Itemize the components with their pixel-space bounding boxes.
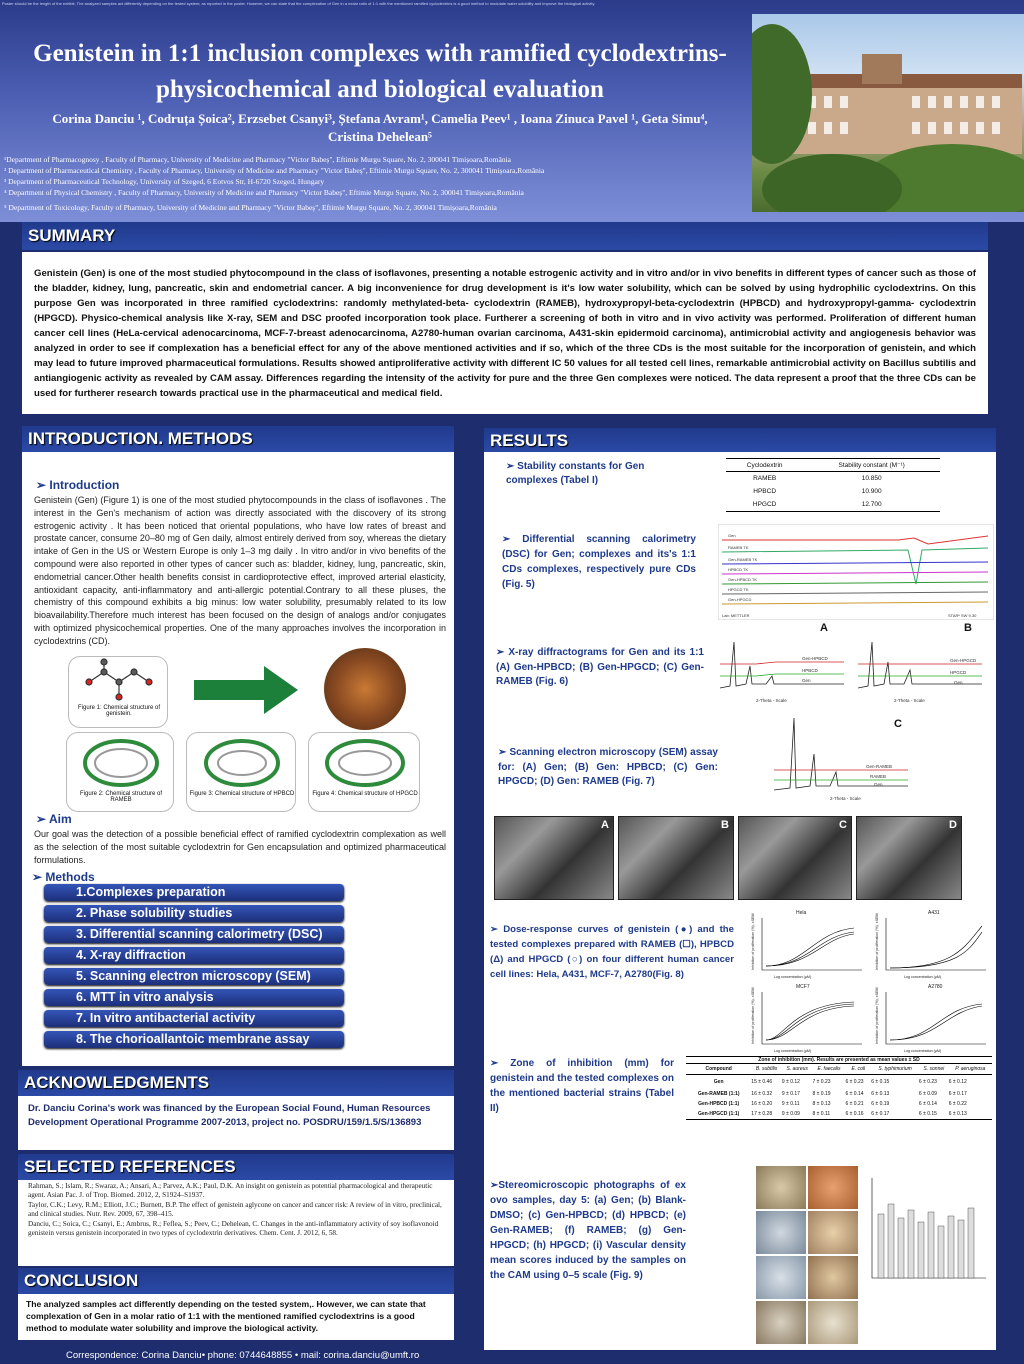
- table-cell: 6 ± 0.23: [845, 1079, 864, 1085]
- conclusion-heading: [18, 1268, 454, 1294]
- cam-text: ➢Stereomicroscopic photographs of ex ovo samples, day 5: (a) Gen; (b) Blank-DMSO; (c) Gen-HPBCD; (d) HPBCD; (e) Gen-RAMEB; (f) RAMEB; (g) Gen-HPGCD; (h) HPGCD; (i) Vascular density mean scores induced by the samples on the CAM using 0–5 scale (Fig. 9): [490, 1180, 686, 1281]
- dsc-text-label: Differential scanning calorimetry (DSC) for Gen; complexes and its's 1:1 CDs complexes, respectively pure CDs (Fig. 5): [502, 534, 696, 590]
- table-cell: 6 ± 0.23: [918, 1079, 937, 1085]
- intro-title: Introduction: [49, 478, 120, 492]
- dose-chart-title: Hela: [796, 910, 807, 916]
- table-cell: HPBCD: [753, 488, 777, 495]
- xray-letter-c: C: [894, 718, 902, 730]
- methods-list: [44, 884, 344, 1063]
- dose-response-charts: [744, 908, 994, 1058]
- table-header-row: [686, 1064, 992, 1075]
- sem-letter: D: [949, 819, 957, 831]
- aim-text: Our goal was the detection of a possible beneficial effect of ramified cyclodextrin complexation as well as the selection of the most suitable cyclodextrin for Gen encapsulation and optimized pharmaceutical formulations.: [34, 829, 446, 865]
- references-list: [18, 1180, 454, 1266]
- dose-ylabel: Inhibition of proliferation (%), ±SEM: [751, 913, 755, 970]
- cam-photo: [808, 1166, 858, 1209]
- cam-photo: [756, 1256, 806, 1299]
- table-header: Cyclodextrin: [746, 461, 783, 469]
- table-row: [686, 1099, 992, 1109]
- affiliations: [4, 154, 752, 213]
- table-cell: Gen-HPGCD (1:1): [697, 1111, 740, 1117]
- sem-letter: B: [721, 819, 729, 831]
- title-line-2: physicochemical and biological evaluation: [156, 76, 604, 103]
- table-row: [686, 1075, 992, 1090]
- dose-ylabel: Inhibition of proliferation (%), ±SEM: [875, 987, 879, 1044]
- fig1-caption: Figure 1: Chemical structure of genistein.: [77, 705, 161, 717]
- methods-subheading: ➢ Methods: [32, 870, 95, 884]
- fig2-caption: Figure 2: Chemical structure of RAMEB: [79, 791, 163, 803]
- building-facade: [782, 84, 1022, 154]
- table-cell: 9 ± 0.12: [781, 1079, 800, 1085]
- sem-text: ➢ Scanning electron microscopy (SEM) assay for: (A) Gen; (B) Gen: HPBCD; (C) Gen: HPGCD; (D) Gen: RAMEB (Fig. 7): [498, 747, 718, 787]
- sem-letter: C: [839, 819, 847, 831]
- xray-text: ➢ X-ray diffractograms for Gen and its 1:1 (A) Gen-HPBCD; (B) Gen-HPGCD; (C) Gen-RAMEB (Fig. 6): [496, 647, 704, 687]
- table-row: [686, 1109, 992, 1120]
- results-heading-label: RESULTS: [490, 431, 569, 450]
- xray-axis-label: 2-Theta - Scale: [894, 698, 925, 703]
- zone-text-label: Zone of inhibition (mm) for genistein and the tested complexes on the mentioned bacterial strains (Tabel II): [490, 1058, 674, 1114]
- intro-panel: [22, 452, 454, 1066]
- dose-ylabel: Inhibition of proliferation (%), ±SEM: [751, 987, 755, 1044]
- xray-b-label: Gen-HPGCD: [950, 658, 977, 663]
- dsc-chart: [718, 524, 994, 620]
- table-row: [726, 498, 940, 512]
- building-illustration: [752, 14, 1024, 212]
- intro-heading: [22, 426, 454, 452]
- xray-text-label: X-ray diffractograms for Gen and its 1:1 (A) Gen-HPBCD; (B) Gen-HPGCD; (C) Gen-RAMEB (Fig. 6): [496, 647, 704, 687]
- cam-photo: [808, 1211, 858, 1254]
- stability-table: [726, 458, 940, 512]
- table-cell: RAMEB: [753, 475, 777, 482]
- reference-item: Danciu, C.; Soica, C.; Csanyi, E.; Ambrus, R.; Feflea, S.; Peev, C.; Dehelean, C. Changes in the anti-inflammatory activity of soy isoflavonoid genistein versus genistein incorporated in two types of cyclodextrin derivatives. Chem. Cent. J. 2012, 6, 58.: [28, 1219, 439, 1238]
- authors-line-2: Cristina Dehelean⁵: [328, 129, 432, 144]
- soybean-photo: [324, 648, 406, 730]
- method-item: 7. In vitro antibacterial activity: [44, 1010, 344, 1027]
- dsc-label: Gen-HPBCD TK: [728, 577, 758, 582]
- table-header: Compound: [705, 1066, 732, 1072]
- summary-heading: [22, 222, 988, 250]
- method-item: 4. X-ray diffraction: [44, 947, 344, 964]
- xray-b-label: Gen: [954, 680, 963, 685]
- table-cell: 6 ± 0.15: [871, 1079, 890, 1085]
- cam-text-label: Stereomicroscopic photographs of ex ovo samples, day 5: (a) Gen; (b) Blank-DMSO; (c) Gen-HPBCD; (d) HPBCD; (e) Gen-RAMEB; (f) RAMEB; (g) Gen-HPGCD; (h) HPGCD; (i) Vascular density mean scores induced by the samples on the CAM using 0–5 scale (Fig. 9): [490, 1180, 686, 1281]
- dose-text: ➢ Dose-response curves of genistein (●) and the tested complexes prepared with RAMEB (☐), HPBCD (Δ) and HPGCD (○) on four different human cancer cell lines: Hela, A431, MCF-7, A2780(Fig. 8): [490, 924, 734, 980]
- sem-letter: A: [601, 819, 609, 831]
- sem-text-label: Scanning electron microscopy (SEM) assay for: (A) Gen; (B) Gen: HPBCD; (C) Gen: HPGCD; (D) Gen: RAMEB (Fig. 7): [498, 747, 718, 787]
- dsc-footer-right: STARᵉ SW 9.30: [948, 613, 977, 618]
- table-header: P. aeruginosa: [955, 1066, 986, 1072]
- dsc-label: HPBCD TK: [728, 567, 749, 572]
- results-panel: [484, 452, 996, 1350]
- sem-image-d: [856, 816, 962, 900]
- table-cell: 17 ± 0.28: [751, 1111, 773, 1117]
- table-header: E. faecalis: [817, 1066, 841, 1072]
- table-cell: 10.900: [861, 488, 882, 495]
- results-heading: [484, 428, 996, 454]
- university-building-photo: [752, 14, 1024, 212]
- title-line-1: Genistein in 1:1 inclusion complexes with ramified cyclodextrins-: [33, 40, 727, 67]
- table-cell: 6 ± 0.13: [948, 1111, 967, 1117]
- table-cell: 6 ± 0.14: [918, 1101, 937, 1107]
- aim-subheading: ➢ Aim: [36, 812, 72, 826]
- cam-photo: [756, 1166, 806, 1209]
- intro-subheading: ➢ Introduction: [36, 478, 120, 492]
- stability-text: ➢ Stability constants for Gen complexes (Tabel I): [506, 461, 645, 486]
- vascular-density-chart: [862, 1174, 988, 1298]
- zone-table: [686, 1056, 992, 1120]
- table-header: B. subtilis: [755, 1066, 778, 1072]
- figure-3: [186, 732, 296, 812]
- reference-item: Taylor, C.K.; Levy, R.M.; Elliott, J.C.; Burnett, B.P. The effect of genistein aglycone on cancer and cancer risk: A review of in vitro, preclinical, and clinical studies. Nutr. Rev. 2009, 67, 398–415.: [28, 1200, 442, 1219]
- xray-axis-label: 2-Theta - Scale: [830, 796, 861, 801]
- figure-2: [66, 732, 174, 812]
- table-cell: 15 ± 0.46: [751, 1079, 773, 1085]
- method-item: 2. Phase solubility studies: [44, 905, 344, 922]
- affiliation: ³ Department of Pharmaceutical Technology, University of Szeged, 6 Eotvos Str, H-6720 Szeged, Hungary: [4, 177, 325, 186]
- table-cell: 6 ± 0.17: [871, 1111, 890, 1117]
- table-header-row: [726, 459, 940, 472]
- dsc-label: HPGCD TK: [728, 587, 749, 592]
- affiliation: ⁵ Department of Toxicology, Faculty of Pharmacy, University of Medicine and Pharmacy "Victor Babeș", Eftimie Murgu Square, No. 2, 300041 Timișoara,România: [4, 203, 497, 212]
- xray-a-label: Gen: [802, 678, 811, 683]
- refs-heading: [18, 1154, 454, 1180]
- table-cell: 9 ± 0.09: [781, 1111, 800, 1117]
- xray-b-label: HPGCD: [950, 670, 967, 675]
- xray-chart-a: [716, 636, 846, 706]
- xray-chart-c: [770, 714, 910, 802]
- xray-a-label: Gen-HPBCD: [802, 656, 828, 661]
- stability-text-label: Stability constants for Gen complexes (Tabel I): [506, 461, 645, 486]
- affiliation: ⁴ Department of Physical Chemistry , Faculty of Pharmacy, University of Medicine and Pharmacy "Victor Babeș", Eftimie Murgu Square, No. 2, 300041 Timișoara,România: [4, 188, 524, 197]
- table-cell: Gen: [713, 1079, 724, 1085]
- sem-image-b: [618, 816, 734, 900]
- sem-image-a: [494, 816, 614, 900]
- cam-photo: [756, 1301, 806, 1344]
- conclusion-text: The analyzed samples act differently depending on the tested system,. However, we can state that complexation of Gen in a molar ratio of 1:1 with the mentioned ramified cyclodextrins is a good method to modulate water solubility and improve the biological activity.: [18, 1294, 454, 1340]
- footer-correspondence: Correspondence: Corina Danciu• phone: 0744648855 • mail: corina.danciu@umft.ro: [66, 1350, 420, 1361]
- table-cell: 8 ± 0.13: [812, 1101, 831, 1107]
- table-cell: 8 ± 0.19: [812, 1091, 831, 1097]
- intro-heading-label: INTRODUCTION. METHODS: [28, 429, 253, 448]
- reference-item: Rahman, S.; Islam, R.; Swaraz, A.; Ansari, A.; Parvez, A.K.; Paul, D.K. An insight on genistein as potential pharmacological and therapeutic agent. Asian Pac. J. of Trop. Biomed. 2012, 2, S1924–S1937.: [28, 1182, 433, 1200]
- dose-chart-title: A431: [928, 910, 940, 916]
- xray-letter-b: B: [964, 622, 972, 634]
- ack-text: Dr. Danciu Corina's work was financed by the European Social Found, Human Resources Development Operational Programme 2007-2013, project no. POSDRU/159/1.5/S/136893: [18, 1096, 454, 1150]
- table-cell: Gen-HPBCD (1:1): [698, 1101, 740, 1107]
- refs-heading-label: SELECTED REFERENCES: [24, 1157, 236, 1176]
- table-cell: 12.700: [861, 501, 882, 508]
- methods-title: Methods: [45, 870, 95, 884]
- dose-chart-title: MCF7: [796, 984, 810, 990]
- table-cell: Gen-RAMEB (1:1): [697, 1091, 740, 1097]
- xray-c-label: Gen: [874, 782, 883, 787]
- table-cell: 9 ± 0.17: [781, 1091, 800, 1097]
- figure-1: [68, 656, 168, 728]
- dsc-label: Gen-HPGCD: [728, 597, 752, 602]
- building-tower: [862, 54, 902, 84]
- table-cell: 6 ± 0.13: [871, 1091, 890, 1097]
- arrow-icon: [194, 666, 298, 714]
- table-cell: 6 ± 0.09: [918, 1091, 937, 1097]
- dose-xlabel: Log concentration (μM): [774, 975, 812, 979]
- dose-ylabel: Inhibition of proliferation (%), ±SEM: [875, 913, 879, 970]
- table-cell: 6 ± 0.21: [845, 1101, 864, 1107]
- cam-photo: [756, 1211, 806, 1254]
- table-cell: 8 ± 0.11: [812, 1111, 831, 1117]
- method-item: 8. The chorioallantoic membrane assay (CAM ): [44, 1031, 344, 1048]
- table-cell: 16 ± 0.32: [751, 1091, 773, 1097]
- table-row: [686, 1089, 992, 1099]
- hpbcd-structure: [187, 733, 297, 789]
- dsc-label: Gen: [728, 533, 736, 538]
- table-cell: 7 ± 0.23: [812, 1079, 831, 1085]
- dose-chart-title: A2780: [928, 984, 943, 990]
- table-cell: 6 ± 0.16: [845, 1111, 864, 1117]
- table-header: E. coli: [851, 1066, 866, 1072]
- table-header: S. typhimurium: [878, 1066, 912, 1072]
- cam-photo: [808, 1256, 858, 1299]
- dose-text-label: Dose-response curves of genistein (●) and the tested complexes prepared with RAMEB (☐), HPBCD (Δ) and HPGCD (○) on four different human cancer cell lines: Hela, A431, MCF-7, A2780(Fig. 8): [490, 924, 734, 980]
- xray-a-label: HPBCD: [802, 668, 818, 673]
- xray-chart-b: [854, 636, 984, 706]
- table-title-row: [686, 1057, 992, 1064]
- genistein-structure: [69, 657, 169, 707]
- affiliation: ² Department of Pharmaceutical Chemistry , Faculty of Pharmacy, University of Medicine and Pharmacy "Victor Babeș", Eftimie Murgu Square, No. 2, 300041 Timișoara,România: [4, 166, 545, 175]
- xray-axis-label: 2-Theta - Scale: [756, 698, 787, 703]
- dsc-label: RAMEB TK: [728, 545, 749, 550]
- poster-title: [10, 36, 750, 108]
- table-header: Stability constant (M⁻¹): [838, 462, 905, 469]
- intro-text: Genistein (Gen) (Figure 1) is one of the most studied phytocompounds in the class of isoflavones . The interest in the Gen's mechanism of action was directly associated with the discovery of its strong estrogenic activity . It has been noticed that oriental populations, who have low rates of breast and prostate cancer, consume 20–80 mg of Gen daily, almost entirely derived from soy, whereas the dietary intake of Gen in the US or Western Europe is only 1–3 mg daily . In vitro and/or in vivo benefits of the compound were also reported in other types of cancer such as: bladder, kidney, lung, pancreatic, skin, endometrial cancer.Other health benefits consist in cardioprotective effect, improved arterial elasticity, antioxidant capacity, anti-inflammatory and anti-allergic potential.Contrary to all these pluses, the chemistry of this compound exhibits a big minus: low water solubility, presumably related to its low bioavailability.Therefore much interest has been focused on the design of analogs and/or conjugates with optimized physicochemical properties. One of the many approaches involves the incorporation in cyclodextrins (CD).: [34, 495, 446, 646]
- cam-photo-grid: [756, 1166, 858, 1344]
- dsc-label: Gen-RAMEB TK: [728, 557, 758, 562]
- summary-text: Genistein (Gen) is one of the most studied phytocompound in the class of isoflavones, presenting a notable estrogenic activity and in vitro and/or in vivo benefits in different types of cancer such as those of the bladder, kidney, lung, pancreatic, skin and endometrial cancer. A big inconvenience for drug development is it's low water solubility, which can be solved by using hydrophilic cyclodextrins. On this purpose Gen was incorporated in three ramified cyclodextrins: randomly methylated-beta- cyclodextrin (RAMEB), hydroxypropyl-beta-cyclodextrin (HPBCD) and hydroxypropyl-gamma- cyclodextrin (HPGCD). Physico-chemical analysis like X-ray, SEM and DSC proofed incorporation took place. Furtherer a screening of both in vitro and in vivo activity was performed. Proliferation of different human cancer cell lines (HeLa-cervical adenocarcinoma, MCF-7-breast adenocarcinoma, A2780-human ovarian carcinoma, A431-skin epidermoid carcinoma), antimicrobial activity and angiogenesis behavior was analyzed in order to see if complexation has a beneficial effect for any of the above mentioned activities and if so, which of the three CDs is the most suitable for the incorporation of genistein, and which may lead to future improved pharmaceutical formulations. Results showed antiproliferative activity with different IC 50 values for all tested cell lines, remarkable antimicrobial activity on Bacillus subtilis and antiangiogenic activity as revealed by CAM assay. Differences regarding the intensity of the activity for pure and the three Gen complexes were noticed. The data represent a proof that the three CDs can be used for furtherer research towards practical use in the pharmaceutical and medical field.: [22, 252, 988, 414]
- dose-xlabel: Log concentration (μM): [774, 1049, 812, 1053]
- rameb-structure: [67, 733, 175, 789]
- dose-xlabel: Log concentration (μM): [904, 975, 942, 979]
- ack-heading: [18, 1070, 454, 1096]
- table-cell: 6 ± 0.14: [845, 1091, 864, 1097]
- table-cell: 6 ± 0.17: [948, 1091, 967, 1097]
- figure-4: [308, 732, 420, 812]
- table-cell: 16 ± 0.20: [751, 1101, 773, 1107]
- affiliation: ¹Department of Pharmacognosy , Faculty of Pharmacy, University of Medicine and Pharmacy "Victor Babeș", Eftimie Murgu Square, No. 2, 300041 Timișoara,România: [4, 155, 511, 164]
- table-row: [726, 472, 940, 486]
- fig3-caption: Figure 3: Chemical structure of HPBCD: [189, 791, 295, 797]
- method-item: 3. Differential scanning calorimetry (DSC): [44, 926, 344, 943]
- method-item: 6. MTT in vitro analysis: [44, 989, 344, 1006]
- sem-image-c: [738, 816, 852, 900]
- authors: [10, 110, 750, 146]
- zone-text: ➢ Zone of inhibition (mm) for genistein and the tested complexes on the mentioned bacterial strains (Tabel II): [490, 1058, 674, 1114]
- authors-line-1: Corina Danciu ¹, Codruța Șoica², Erzsebet Csanyi³, Ștefana Avram¹, Camelia Peev¹ , Ioana Zinuca Pavel ¹, Geta Simu⁴,: [52, 111, 708, 126]
- aim-title: Aim: [48, 812, 72, 826]
- table-cell: 10.850: [861, 475, 882, 482]
- dsc-text: ➢ Differential scanning calorimetry (DSC) for Gen; complexes and its's 1:1 CDs complexes, respectively pure CDs (Fig. 5): [502, 534, 696, 590]
- header-note: Poster should be the length of the exhibit; The analyzed samples act differently depending on the tested system; as reported in the poster. However, we can state that the complexation of Gen in a molar ratio of 1:1 with the mentioned ramified cyclodextrins is a good method to modulate water solubility and improve the biological activity.: [2, 1, 596, 6]
- dsc-footer-left: Lab: METTLER: [722, 613, 750, 618]
- table-cell: HPGCD: [752, 501, 777, 508]
- conclusion-heading-label: CONCLUSION: [24, 1271, 139, 1290]
- dose-xlabel: Log concentration (μM): [904, 1049, 942, 1053]
- xray-c-label: Gen-RAMEB: [866, 764, 893, 769]
- xray-c-label: RAMEB: [870, 774, 887, 779]
- table-row: [726, 485, 940, 498]
- cam-photo: [808, 1301, 858, 1344]
- table-cell: 6 ± 0.12: [948, 1079, 967, 1085]
- table-cell: 6 ± 0.19: [871, 1101, 890, 1107]
- zone-table-title: Zone of inhibition (mm). Results are presented as mean values ± SD: [758, 1057, 920, 1063]
- ack-heading-label: ACKNOWLEDGMENTS: [24, 1073, 210, 1092]
- hpgcd-structure: [309, 733, 421, 789]
- method-item: 1.Complexes preparation: [44, 884, 344, 901]
- fig4-caption: Figure 4: Chemical structure of HPGCD: [312, 791, 418, 797]
- table-cell: 6 ± 0.22: [948, 1101, 967, 1107]
- method-item: 5. Scanning electron microscopy (SEM): [44, 968, 344, 985]
- table-cell: 6 ± 0.15: [918, 1111, 937, 1117]
- table-header: S. aureus: [786, 1066, 808, 1072]
- table-cell: 9 ± 0.11: [781, 1101, 800, 1107]
- summary-heading-label: SUMMARY: [28, 226, 116, 245]
- xray-letter-a: A: [820, 622, 828, 634]
- table-header: S. sonnei: [923, 1066, 945, 1072]
